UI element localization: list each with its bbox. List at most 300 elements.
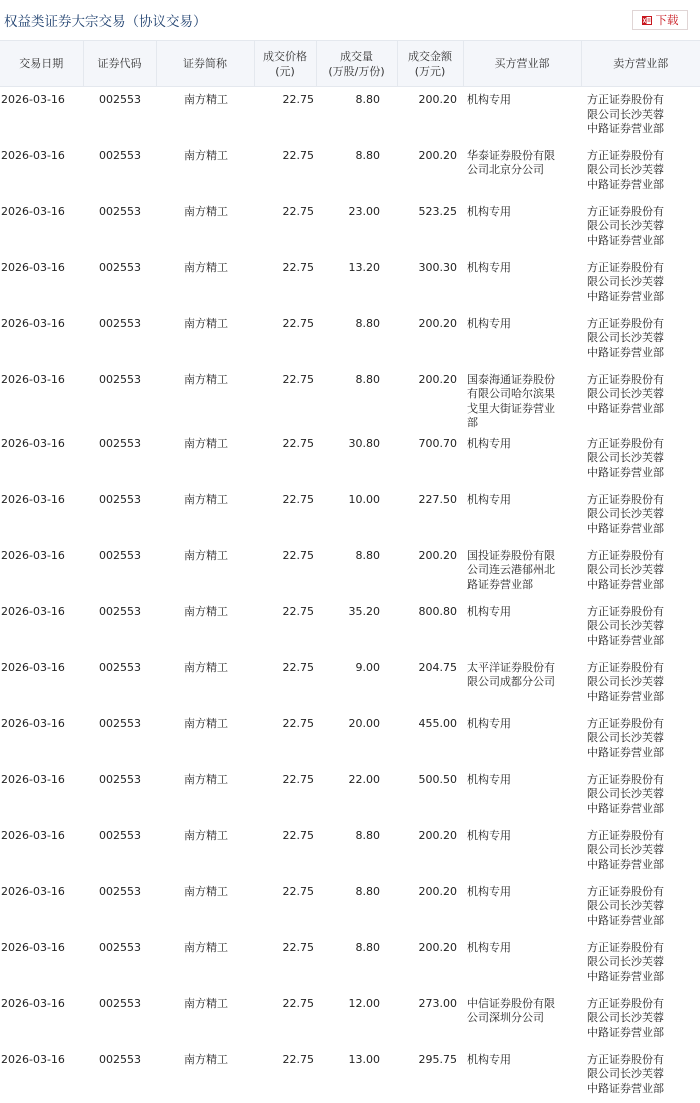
cell-amount [397,711,463,767]
table-row [0,823,700,879]
cell-volume [316,879,397,935]
cell-buyer-branch [463,767,581,823]
cell-security-code-text: 002553 [99,940,141,954]
cell-seller-branch-text: 方正证券股份有限公司长沙芙蓉中路证券营业部 [587,260,664,303]
cell-amount [397,431,463,487]
cell-volume [316,87,397,143]
cell-trade-date-text: 2026-03-16 [1,93,65,106]
cell-buyer-branch [463,143,581,199]
cell-buyer-branch [463,1047,581,1103]
cell-security-code [83,991,156,1047]
table-row [0,599,700,655]
cell-security-name-text: 南方精工 [184,372,228,386]
cell-seller-branch [581,431,700,487]
cell-security-code [83,143,156,199]
cell-security-code [83,655,156,711]
cell-trade-date [0,767,83,823]
cell-trade-date-text: 2026-03-16 [1,372,65,386]
cell-security-name [156,879,254,935]
cell-amount-text: 200.20 [418,940,457,954]
cell-trade-date-text: 2026-03-16 [1,436,65,450]
cell-seller-branch-text: 方正证券股份有限公司长沙芙蓉中路证券营业部 [587,492,664,536]
block-trade-table [0,40,700,1103]
table-row [0,767,700,823]
cell-price [254,767,316,823]
cell-trade-date [0,487,83,543]
cell-seller-branch-text: 方正证券股份有限公司长沙芙蓉中路证券营业部 [587,828,664,872]
cell-amount-text: 200.20 [418,884,457,898]
cell-security-name [156,823,254,879]
cell-amount [397,599,463,655]
cell-security-name [156,487,254,543]
cell-amount-text: 455.00 [418,716,457,730]
cell-volume-text: 8.80 [355,828,380,842]
cell-price-text: 22.75 [282,940,314,954]
cell-price-text: 22.75 [282,436,314,450]
cell-price [254,311,316,367]
cell-amount [397,311,463,367]
cell-volume [316,543,397,599]
cell-buyer-branch-text: 国投证券股份有限公司连云港郁州北路证券营业部 [467,548,555,592]
cell-buyer-branch [463,711,581,767]
cell-amount-text: 200.20 [418,548,457,562]
cell-buyer-branch-text: 机构专用 [467,316,511,330]
cell-volume-text: 35.20 [348,604,380,618]
cell-seller-branch [581,255,700,311]
cell-seller-branch-text: 方正证券股份有限公司长沙芙蓉中路证券营业部 [587,316,664,359]
cell-price [254,199,316,255]
cell-security-name [156,255,254,311]
cell-seller-branch [581,823,700,879]
cell-volume [316,143,397,199]
cell-security-name-text: 南方精工 [184,316,228,330]
cell-amount-text: 200.20 [418,148,457,162]
cell-volume-text: 9.00 [355,660,380,674]
cell-buyer-branch [463,367,581,431]
cell-volume [316,711,397,767]
cell-buyer-branch [463,991,581,1047]
excel-download-icon [642,16,652,25]
cell-amount [397,1047,463,1103]
cell-trade-date-text: 2026-03-16 [1,548,65,562]
cell-amount-text: 204.75 [418,660,457,674]
cell-security-name-text: 南方精工 [184,940,228,954]
cell-price [254,879,316,935]
table-row [0,935,700,991]
cell-security-code [83,935,156,991]
cell-seller-branch [581,311,700,367]
cell-trade-date [0,311,83,367]
cell-buyer-branch [463,599,581,655]
cell-buyer-branch [463,935,581,991]
cell-trade-date-text: 2026-03-16 [1,260,65,274]
cell-seller-branch [581,991,700,1047]
cell-volume [316,1047,397,1103]
cell-volume-text: 13.00 [348,1052,380,1066]
cell-trade-date-text: 2026-03-16 [1,204,65,218]
cell-price-text: 22.75 [282,884,314,898]
cell-buyer-branch-text: 机构专用 [467,1052,511,1066]
table-body [0,87,700,1103]
cell-security-name [156,143,254,199]
cell-trade-date [0,431,83,487]
cell-security-name-text: 南方精工 [184,148,228,162]
cell-trade-date-text: 2026-03-16 [1,1052,65,1066]
cell-security-name-text: 南方精工 [184,660,228,674]
table-row [0,991,700,1047]
cell-volume-text: 8.80 [355,884,380,898]
cell-security-code [83,199,156,255]
cell-trade-date-text: 2026-03-16 [1,316,65,330]
cell-buyer-branch-text: 机构专用 [467,940,511,954]
table-header [0,41,700,87]
cell-amount-text: 700.70 [418,436,457,450]
table-row [0,543,700,599]
cell-trade-date [0,367,83,431]
cell-seller-branch-text: 方正证券股份有限公司长沙芙蓉中路证券营业部 [587,204,664,247]
cell-security-name-text: 南方精工 [184,548,228,562]
cell-buyer-branch-text: 中信证券股份有限公司深圳分公司 [467,996,555,1025]
cell-volume-text: 8.80 [355,93,380,106]
cell-security-code-text: 002553 [99,548,141,562]
cell-trade-date [0,935,83,991]
cell-trade-date-text: 2026-03-16 [1,884,65,898]
cell-buyer-branch [463,311,581,367]
cell-amount-text: 227.50 [418,492,457,506]
cell-volume-text: 13.20 [348,260,380,274]
cell-trade-date [0,255,83,311]
cell-seller-branch [581,367,700,431]
cell-security-code-text: 002553 [99,260,141,274]
cell-security-name [156,87,254,143]
cell-price-text: 22.75 [282,148,314,162]
cell-amount-text: 200.20 [418,372,457,386]
cell-amount-text: 500.50 [418,772,457,786]
table-row [0,711,700,767]
cell-price [254,1047,316,1103]
cell-price-text: 22.75 [282,828,314,842]
cell-buyer-branch [463,879,581,935]
cell-price [254,255,316,311]
cell-volume-text: 8.80 [355,548,380,562]
cell-seller-branch [581,655,700,711]
cell-amount [397,487,463,543]
cell-volume [316,767,397,823]
cell-amount-text: 273.00 [418,996,457,1010]
cell-buyer-branch-text: 机构专用 [467,204,511,218]
cell-security-name [156,431,254,487]
cell-amount [397,879,463,935]
cell-volume-text: 8.80 [355,372,380,386]
cell-amount [397,991,463,1047]
table-row [0,87,700,143]
cell-price-text: 22.75 [282,604,314,618]
cell-security-code [83,543,156,599]
cell-volume [316,431,397,487]
cell-seller-branch-text: 方正证券股份有限公司长沙芙蓉中路证券营业部 [587,604,664,648]
cell-security-name-text: 南方精工 [184,828,228,842]
cell-seller-branch [581,1047,700,1103]
cell-price [254,487,316,543]
cell-volume-text: 30.80 [348,436,380,450]
cell-trade-date [0,87,83,143]
cell-trade-date [0,599,83,655]
col-header-security-code[interactable]: 证券代码 [83,41,156,87]
cell-security-name [156,991,254,1047]
cell-amount-text: 200.20 [418,828,457,842]
cell-amount [397,543,463,599]
cell-buyer-branch-text: 机构专用 [467,772,511,786]
cell-seller-branch [581,143,700,199]
cell-volume [316,255,397,311]
cell-trade-date [0,199,83,255]
cell-security-code [83,311,156,367]
cell-price [254,543,316,599]
cell-price-text: 22.75 [282,492,314,506]
cell-security-name [156,367,254,431]
cell-volume [316,311,397,367]
cell-buyer-branch-text: 华泰证券股份有限公司北京分公司 [467,148,555,177]
cell-security-code [83,767,156,823]
cell-trade-date-text: 2026-03-16 [1,604,65,618]
cell-amount [397,767,463,823]
cell-volume [316,367,397,431]
cell-volume-text: 8.80 [355,316,380,330]
cell-security-code-text: 002553 [99,996,141,1010]
cell-price [254,599,316,655]
cell-amount [397,143,463,199]
download-label: 下载 [655,13,679,27]
table-row [0,487,700,543]
col-header-price[interactable]: 成交价格 (元) [254,41,316,87]
cell-security-name-text: 南方精工 [184,772,228,786]
cell-volume [316,991,397,1047]
cell-trade-date [0,1047,83,1103]
cell-trade-date-text: 2026-03-16 [1,772,65,786]
cell-buyer-branch [463,199,581,255]
cell-trade-date-text: 2026-03-16 [1,940,65,954]
cell-volume-text: 12.00 [348,996,380,1010]
cell-security-name-text: 南方精工 [184,884,228,898]
cell-trade-date-text: 2026-03-16 [1,492,65,506]
table-row [0,1047,700,1103]
cell-amount-text: 300.30 [418,260,457,274]
cell-amount [397,823,463,879]
cell-trade-date [0,991,83,1047]
cell-buyer-branch-text: 机构专用 [467,436,511,450]
table-row [0,655,700,711]
cell-seller-branch-text: 方正证券股份有限公司长沙芙蓉中路证券营业部 [587,660,664,704]
cell-seller-branch-text: 方正证券股份有限公司长沙芙蓉中路证券营业部 [587,940,664,984]
cell-security-code [83,367,156,431]
cell-price [254,431,316,487]
cell-price [254,143,316,199]
cell-seller-branch [581,599,700,655]
cell-trade-date [0,543,83,599]
cell-amount [397,935,463,991]
cell-security-code-text: 002553 [99,660,141,674]
table-row [0,199,700,255]
cell-price-text: 22.75 [282,316,314,330]
cell-security-code-text: 002553 [99,828,141,842]
cell-security-name-text: 南方精工 [184,492,228,506]
cell-trade-date [0,711,83,767]
cell-volume [316,199,397,255]
cell-security-code [83,1047,156,1103]
cell-seller-branch [581,543,700,599]
cell-security-name [156,311,254,367]
cell-buyer-branch [463,655,581,711]
cell-price [254,935,316,991]
cell-trade-date [0,879,83,935]
cell-security-code-text: 002553 [99,316,141,330]
cell-seller-branch-text: 方正证券股份有限公司长沙芙蓉中路证券营业部 [587,996,664,1040]
cell-security-name-text: 南方精工 [184,93,228,106]
cell-seller-branch-text: 方正证券股份有限公司长沙芙蓉中路证券营业部 [587,548,664,592]
cell-security-name-text: 南方精工 [184,716,228,730]
cell-volume [316,487,397,543]
cell-security-code-text: 002553 [99,436,141,450]
col-header-security-name[interactable]: 证券简称 [156,41,254,87]
cell-security-code [83,711,156,767]
cell-security-code-text: 002553 [99,1052,141,1066]
cell-amount-text: 200.20 [418,93,457,106]
cell-trade-date [0,143,83,199]
cell-seller-branch-text: 方正证券股份有限公司长沙芙蓉中路证券营业部 [587,372,664,415]
cell-seller-branch-text: 方正证券股份有限公司长沙芙蓉中路证券营业部 [587,93,664,136]
cell-seller-branch [581,767,700,823]
cell-seller-branch-text: 方正证券股份有限公司长沙芙蓉中路证券营业部 [587,716,664,760]
cell-volume [316,599,397,655]
cell-price-text: 22.75 [282,372,314,386]
cell-seller-branch [581,87,700,143]
cell-volume [316,655,397,711]
cell-security-name [156,199,254,255]
cell-volume [316,935,397,991]
cell-security-name-text: 南方精工 [184,204,228,218]
cell-trade-date-text: 2026-03-16 [1,660,65,674]
cell-buyer-branch [463,543,581,599]
cell-security-code [83,431,156,487]
cell-security-name [156,543,254,599]
cell-security-code [83,879,156,935]
col-header-buyer[interactable]: 买方营业部 [463,41,581,87]
cell-seller-branch [581,879,700,935]
cell-trade-date [0,823,83,879]
cell-security-code-text: 002553 [99,93,141,106]
cell-price [254,991,316,1047]
col-header-seller[interactable]: 卖方营业部 [581,41,700,87]
col-header-amount[interactable]: 成交金额 (万元) [397,41,463,87]
page-title: 权益类证券大宗交易（协议交易） [4,14,207,30]
cell-price-text: 22.75 [282,548,314,562]
table-row [0,255,700,311]
table-row [0,311,700,367]
cell-security-name [156,655,254,711]
cell-volume [316,823,397,879]
table-row [0,143,700,199]
cell-security-code-text: 002553 [99,372,141,386]
cell-buyer-branch [463,255,581,311]
cell-buyer-branch-text: 国泰海通证券股份有限公司哈尔滨果戈里大街证券营业部 [467,372,555,430]
cell-security-code [83,255,156,311]
cell-buyer-branch [463,431,581,487]
cell-seller-branch [581,199,700,255]
cell-buyer-branch [463,87,581,143]
cell-amount-text: 800.80 [418,604,457,618]
cell-price-text: 22.75 [282,772,314,786]
cell-security-code-text: 002553 [99,884,141,898]
cell-amount-text: 200.20 [418,316,457,330]
download-button[interactable] [632,10,688,30]
cell-buyer-branch-text: 机构专用 [467,260,511,274]
cell-seller-branch-text: 方正证券股份有限公司长沙芙蓉中路证券营业部 [587,772,664,816]
cell-price-text: 22.75 [282,716,314,730]
cell-volume-text: 23.00 [348,204,380,218]
cell-price-text: 22.75 [282,204,314,218]
cell-security-name-text: 南方精工 [184,604,228,618]
cell-buyer-branch-text: 机构专用 [467,604,511,618]
cell-price-text: 22.75 [282,660,314,674]
cell-security-code-text: 002553 [99,204,141,218]
cell-price-text: 22.75 [282,996,314,1010]
cell-amount [397,655,463,711]
cell-trade-date-text: 2026-03-16 [1,716,65,730]
cell-price-text: 22.75 [282,1052,314,1066]
cell-amount-text: 295.75 [418,1052,457,1066]
cell-volume-text: 10.00 [348,492,380,506]
cell-buyer-branch-text: 机构专用 [467,716,511,730]
cell-security-name [156,599,254,655]
cell-security-code [83,599,156,655]
cell-security-name [156,1047,254,1103]
cell-security-name [156,711,254,767]
cell-seller-branch-text: 方正证券股份有限公司长沙芙蓉中路证券营业部 [587,1052,664,1096]
cell-price [254,655,316,711]
title-bar [0,0,700,40]
cell-seller-branch [581,935,700,991]
cell-price [254,87,316,143]
cell-security-name-text: 南方精工 [184,260,228,274]
col-header-volume[interactable]: 成交量 (万股/万份) [316,41,397,87]
cell-security-name-text: 南方精工 [184,436,228,450]
cell-amount-text: 523.25 [418,204,457,218]
cell-trade-date-text: 2026-03-16 [1,996,65,1010]
cell-price-text: 22.75 [282,93,314,106]
cell-buyer-branch [463,487,581,543]
cell-price [254,367,316,431]
cell-seller-branch [581,711,700,767]
cell-buyer-branch-text: 机构专用 [467,884,511,898]
cell-security-code [83,487,156,543]
col-header-trade-date[interactable]: 交易日期 [0,41,83,87]
cell-security-code-text: 002553 [99,492,141,506]
cell-volume-text: 8.80 [355,148,380,162]
cell-buyer-branch-text: 机构专用 [467,492,511,506]
cell-security-code [83,823,156,879]
cell-security-code [83,87,156,143]
cell-security-name-text: 南方精工 [184,1052,228,1066]
cell-amount [397,367,463,431]
table-row [0,879,700,935]
cell-buyer-branch [463,823,581,879]
cell-trade-date [0,655,83,711]
cell-trade-date-text: 2026-03-16 [1,828,65,842]
cell-buyer-branch-text: 机构专用 [467,93,511,106]
cell-security-code-text: 002553 [99,716,141,730]
cell-seller-branch-text: 方正证券股份有限公司长沙芙蓉中路证券营业部 [587,436,664,480]
cell-security-code-text: 002553 [99,772,141,786]
